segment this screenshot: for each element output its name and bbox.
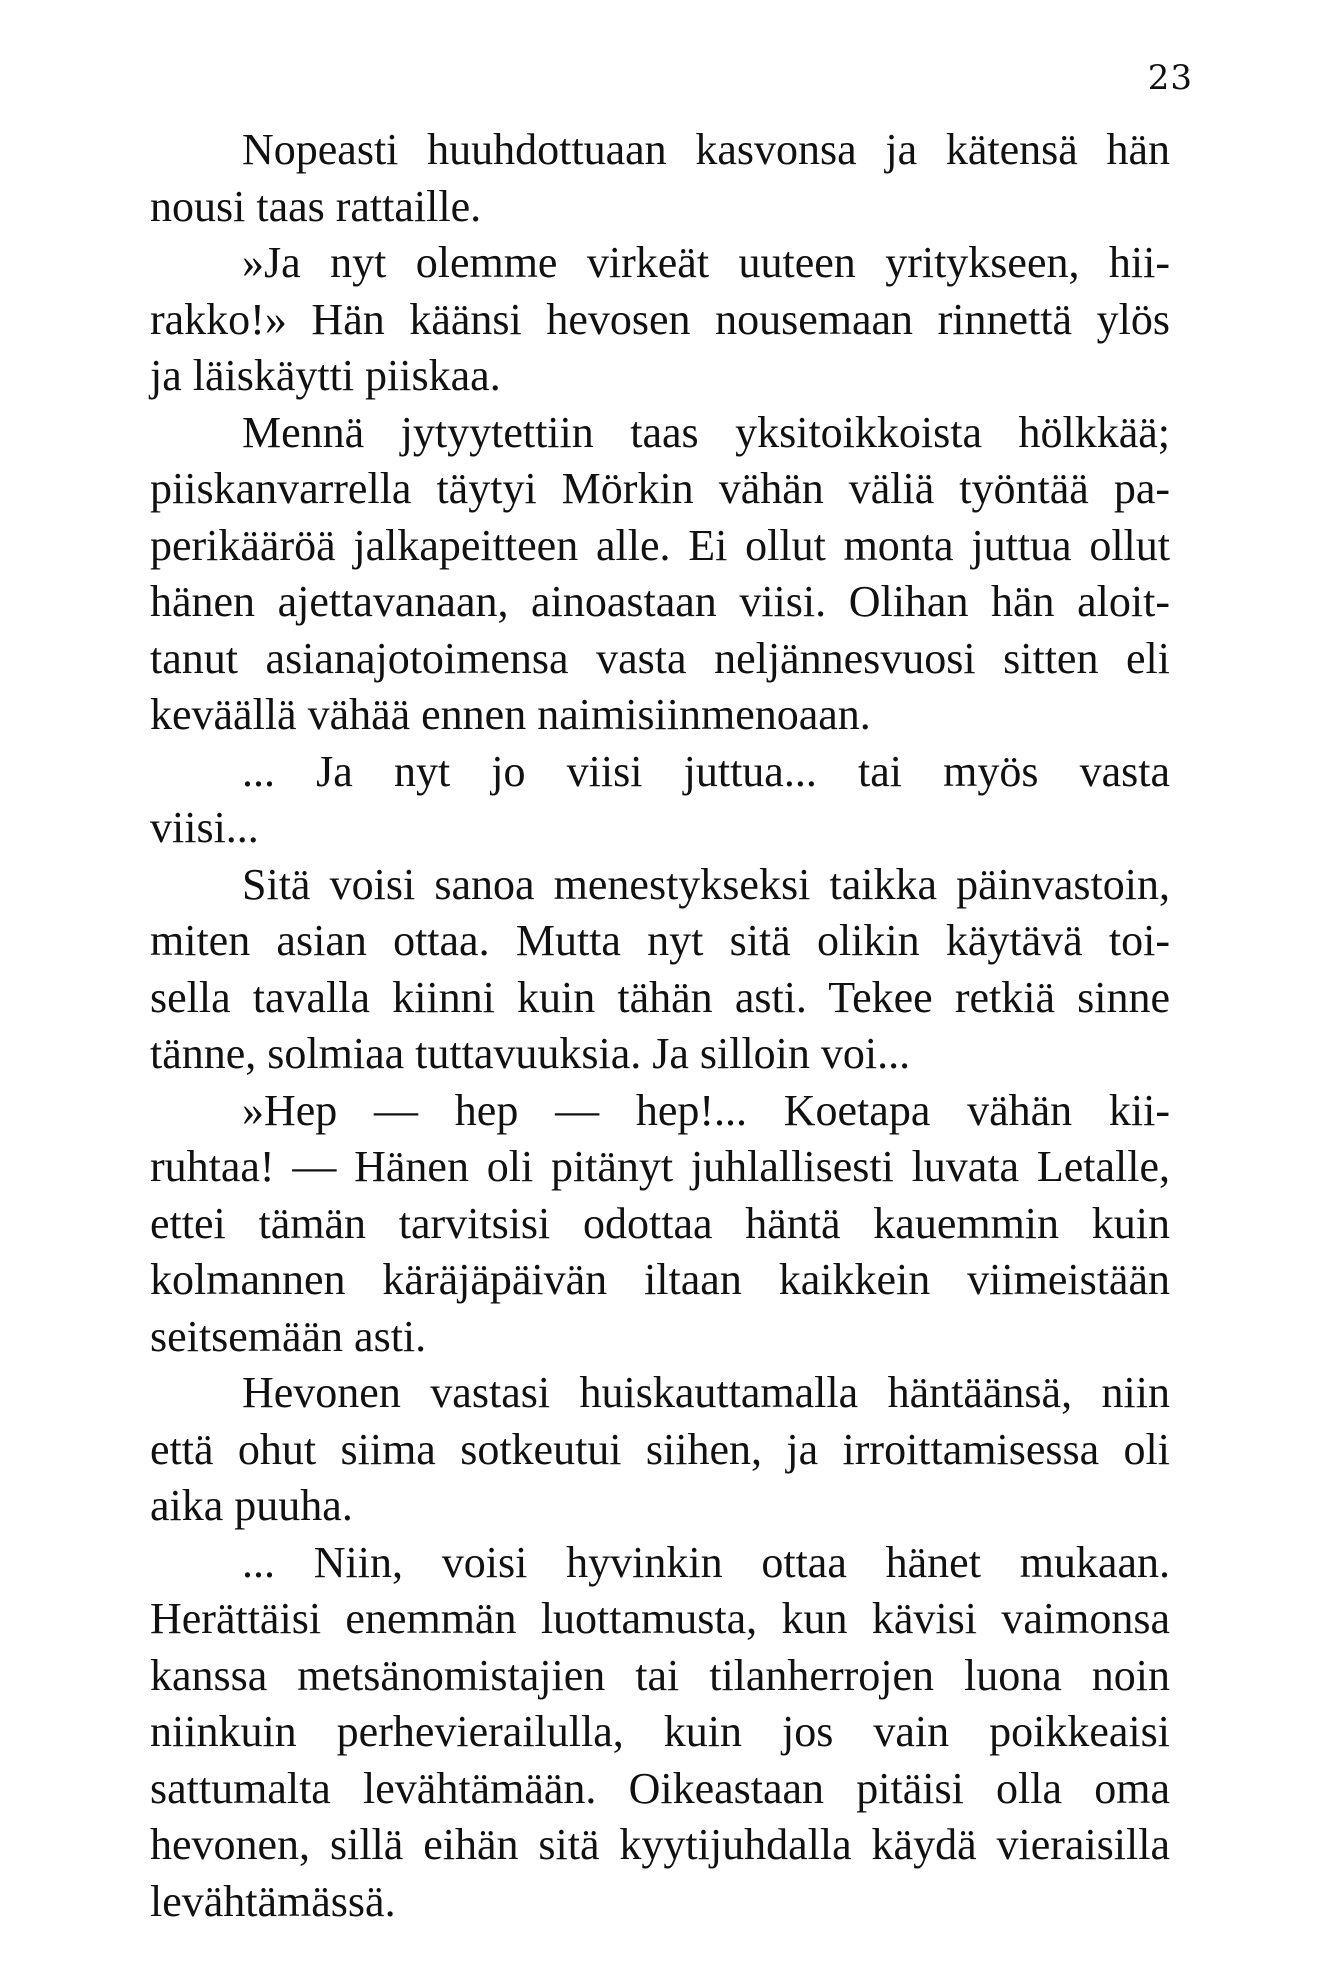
text-line: keväällä vähää ennen naimisiinmenoaan. xyxy=(150,690,871,739)
text-line: ruhtaa! — Hänen oli pitänyt juhlallisesti luvata Letalle, xyxy=(150,1142,1170,1191)
text-line: levähtämässä. xyxy=(150,1876,396,1926)
text-line: tanut asianajotoimensa vasta neljännesvuosi sitten eli xyxy=(150,633,1170,683)
text-line: kolmannen käräjäpäivän iltaan kaikkein viimeistään xyxy=(150,1255,1170,1304)
text-line: niinkuin perhevierailulla, kuin jos vain poikkeaisi xyxy=(150,1707,1170,1756)
text-line: perikääröä jalkapeitteen alle. Ei ollut monta juttua ollut xyxy=(150,520,1170,570)
text-line: sella tavalla kiinni kuin tähän asti. Tekee retkiä sinne xyxy=(150,972,1170,1022)
text-line: hänen ajettavanaan, ainoastaan viisi. Olihan hän aloit- xyxy=(150,577,1170,626)
text-line: seitsemään asti. xyxy=(150,1311,427,1361)
text-line: aika puuha. xyxy=(150,1481,353,1530)
text-line: Herättäisi enemmän luottamusta, kun kävisi vaimonsa xyxy=(150,1594,1170,1643)
text-line: »Ja nyt olemme virkeät uuteen yritykseen, hii- xyxy=(242,238,1170,287)
text-line: tänne, solmiaa tuttavuuksia. Ja silloin voi... xyxy=(150,1029,911,1078)
text-line: viisi... xyxy=(150,803,259,852)
text-line: sattumalta levähtämään. Oikeastaan pitäisi olla oma xyxy=(150,1763,1170,1813)
text-line: Sitä voisi sanoa menestykseksi taikka päinvastoin, xyxy=(242,859,1170,909)
text-line: ettei tämän tarvitsisi odottaa häntä kauemmin kuin xyxy=(150,1198,1170,1248)
text-line: nousi taas rattaille. xyxy=(150,181,482,231)
text-line: rakko!» Hän käänsi hevosen nousemaan rinnettä ylös xyxy=(150,294,1170,344)
body-text xyxy=(150,122,1170,1930)
text-line: »Hep — hep — hep!... Koetapa vähän kii- xyxy=(242,1085,1170,1135)
text-line: kanssa metsänomistajien tai tilanherrojen luona noin xyxy=(150,1650,1170,1700)
text-line: ... Niin, voisi hyvinkin ottaa hänet mukaan. xyxy=(242,1537,1170,1587)
text-line: Hevonen vastasi huiskauttamalla häntäänsä, niin xyxy=(242,1368,1170,1417)
text-line: miten asian ottaa. Mutta nyt sitä olikin käytävä toi- xyxy=(150,916,1170,965)
text-line: Mennä jytyytettiin taas yksitoikkoista hölkkää; xyxy=(242,407,1170,457)
text-line: ... Ja nyt jo viisi juttua... tai myös vasta xyxy=(242,746,1170,796)
text-line: että ohut siima sotkeutui siihen, ja irroittamisessa oli xyxy=(150,1424,1170,1474)
page-number: 23 xyxy=(1147,58,1193,98)
text-line: hevonen, sillä eihän sitä kyytijuhdalla käydä vieraisilla xyxy=(150,1820,1170,1869)
text-line: ja läiskäytti piiskaa. xyxy=(150,351,501,400)
text-line: piiskanvarrella täytyi Mörkin vähän väliä työntää pa- xyxy=(150,464,1170,513)
text-line: Nopeasti huuhdottuaan kasvonsa ja kätensä hän xyxy=(242,125,1170,174)
